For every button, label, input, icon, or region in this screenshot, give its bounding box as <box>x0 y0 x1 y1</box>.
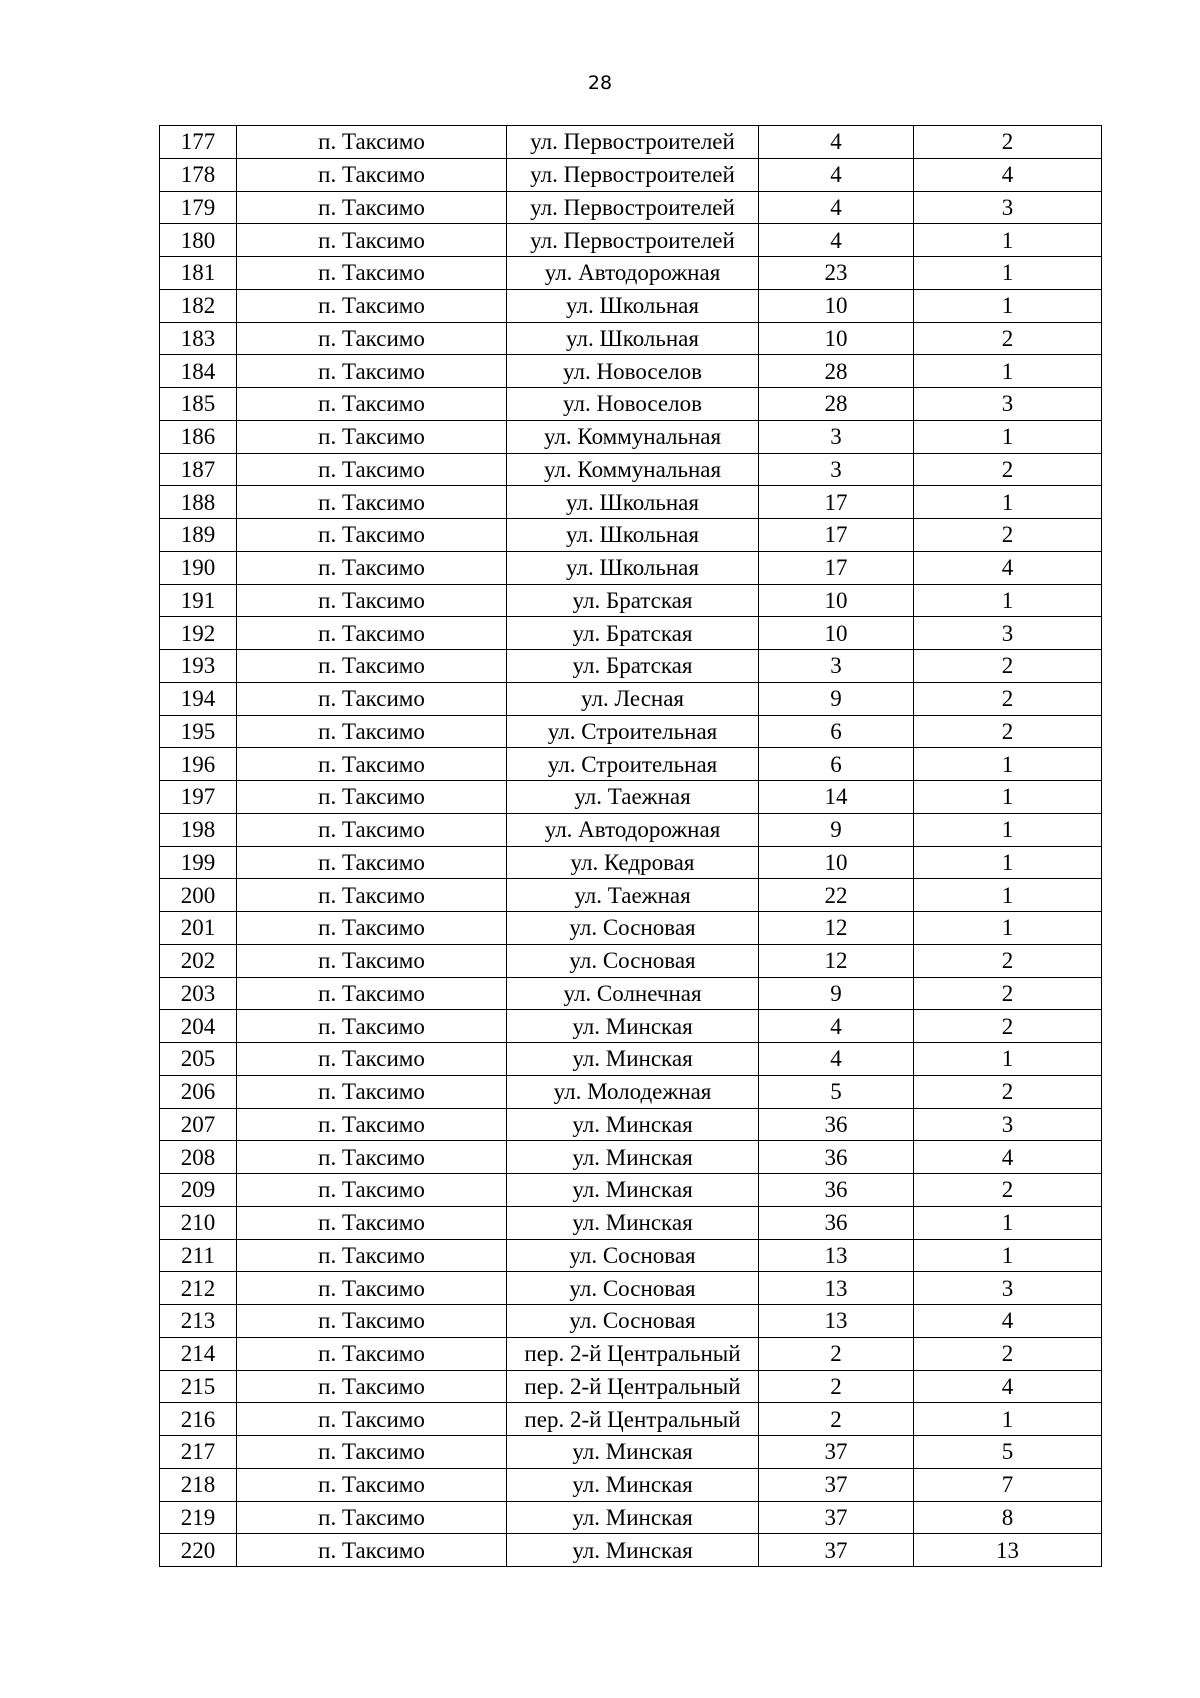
street-cell: ул. Сосновая <box>507 1305 759 1338</box>
house-number-cell: 10 <box>759 289 914 322</box>
settlement-cell: п. Таксимо <box>237 1075 507 1108</box>
street-cell: ул. Минская <box>507 1501 759 1534</box>
table-row <box>160 1174 1102 1207</box>
address-table-body <box>160 126 1102 1567</box>
apartment-number-cell: 1 <box>914 879 1102 912</box>
table-row <box>160 191 1102 224</box>
house-number-cell: 37 <box>759 1501 914 1534</box>
table-row <box>160 1239 1102 1272</box>
street-cell: пер. 2-й Центральный <box>507 1337 759 1370</box>
row-number-cell: 192 <box>160 617 237 650</box>
street-cell: ул. Автодорожная <box>507 257 759 290</box>
house-number-cell: 13 <box>759 1272 914 1305</box>
apartment-number-cell: 4 <box>914 551 1102 584</box>
row-number-cell: 179 <box>160 191 237 224</box>
apartment-number-cell: 2 <box>914 1337 1102 1370</box>
street-cell: ул. Минская <box>507 1468 759 1501</box>
street-cell: ул. Сосновая <box>507 912 759 945</box>
settlement-cell: п. Таксимо <box>237 1305 507 1338</box>
apartment-number-cell: 2 <box>914 650 1102 683</box>
street-cell: ул. Строительная <box>507 748 759 781</box>
address-table <box>159 125 1102 1567</box>
street-cell: ул. Первостроителей <box>507 158 759 191</box>
street-cell: ул. Таежная <box>507 879 759 912</box>
row-number-cell: 212 <box>160 1272 237 1305</box>
settlement-cell: п. Таксимо <box>237 846 507 879</box>
house-number-cell: 4 <box>759 191 914 224</box>
street-cell: ул. Лесная <box>507 682 759 715</box>
row-number-cell: 194 <box>160 682 237 715</box>
table-row <box>160 650 1102 683</box>
street-cell: ул. Молодежная <box>507 1075 759 1108</box>
settlement-cell: п. Таксимо <box>237 1239 507 1272</box>
row-number-cell: 217 <box>160 1436 237 1469</box>
table-row <box>160 977 1102 1010</box>
apartment-number-cell: 1 <box>914 289 1102 322</box>
street-cell: ул. Минская <box>507 1174 759 1207</box>
row-number-cell: 211 <box>160 1239 237 1272</box>
settlement-cell: п. Таксимо <box>237 1468 507 1501</box>
table-row <box>160 1534 1102 1567</box>
apartment-number-cell: 2 <box>914 126 1102 159</box>
apartment-number-cell: 1 <box>914 748 1102 781</box>
settlement-cell: п. Таксимо <box>237 551 507 584</box>
street-cell: пер. 2-й Центральный <box>507 1403 759 1436</box>
apartment-number-cell: 4 <box>914 1141 1102 1174</box>
row-number-cell: 220 <box>160 1534 237 1567</box>
street-cell: ул. Школьная <box>507 551 759 584</box>
apartment-number-cell: 4 <box>914 158 1102 191</box>
row-number-cell: 178 <box>160 158 237 191</box>
apartment-number-cell: 4 <box>914 1305 1102 1338</box>
house-number-cell: 14 <box>759 781 914 814</box>
row-number-cell: 186 <box>160 420 237 453</box>
row-number-cell: 188 <box>160 486 237 519</box>
table-row <box>160 1370 1102 1403</box>
settlement-cell: п. Таксимо <box>237 519 507 552</box>
street-cell: ул. Минская <box>507 1108 759 1141</box>
street-cell: ул. Братская <box>507 584 759 617</box>
table-row <box>160 388 1102 421</box>
table-row <box>160 584 1102 617</box>
settlement-cell: п. Таксимо <box>237 126 507 159</box>
table-row <box>160 1075 1102 1108</box>
settlement-cell: п. Таксимо <box>237 584 507 617</box>
table-row <box>160 322 1102 355</box>
street-cell: ул. Новоселов <box>507 388 759 421</box>
apartment-number-cell: 1 <box>914 584 1102 617</box>
house-number-cell: 10 <box>759 584 914 617</box>
apartment-number-cell: 2 <box>914 944 1102 977</box>
page-number: 28 <box>587 72 613 94</box>
apartment-number-cell: 1 <box>914 224 1102 257</box>
table-row <box>160 1436 1102 1469</box>
row-number-cell: 214 <box>160 1337 237 1370</box>
house-number-cell: 4 <box>759 224 914 257</box>
row-number-cell: 201 <box>160 912 237 945</box>
table-row <box>160 355 1102 388</box>
row-number-cell: 210 <box>160 1206 237 1239</box>
table-row <box>160 289 1102 322</box>
apartment-number-cell: 4 <box>914 1370 1102 1403</box>
settlement-cell: п. Таксимо <box>237 682 507 715</box>
apartment-number-cell: 1 <box>914 1206 1102 1239</box>
row-number-cell: 198 <box>160 813 237 846</box>
house-number-cell: 4 <box>759 158 914 191</box>
house-number-cell: 9 <box>759 977 914 1010</box>
settlement-cell: п. Таксимо <box>237 322 507 355</box>
apartment-number-cell: 1 <box>914 355 1102 388</box>
row-number-cell: 184 <box>160 355 237 388</box>
street-cell: ул. Минская <box>507 1141 759 1174</box>
settlement-cell: п. Таксимо <box>237 1272 507 1305</box>
row-number-cell: 213 <box>160 1305 237 1338</box>
settlement-cell: п. Таксимо <box>237 781 507 814</box>
house-number-cell: 4 <box>759 1010 914 1043</box>
street-cell: ул. Минская <box>507 1436 759 1469</box>
street-cell: ул. Таежная <box>507 781 759 814</box>
street-cell: ул. Минская <box>507 1534 759 1567</box>
row-number-cell: 181 <box>160 257 237 290</box>
house-number-cell: 3 <box>759 420 914 453</box>
table-row <box>160 453 1102 486</box>
house-number-cell: 2 <box>759 1337 914 1370</box>
street-cell: ул. Первостроителей <box>507 191 759 224</box>
house-number-cell: 3 <box>759 650 914 683</box>
house-number-cell: 2 <box>759 1403 914 1436</box>
street-cell: ул. Школьная <box>507 322 759 355</box>
apartment-number-cell: 1 <box>914 1043 1102 1076</box>
apartment-number-cell: 1 <box>914 781 1102 814</box>
row-number-cell: 187 <box>160 453 237 486</box>
table-row <box>160 224 1102 257</box>
row-number-cell: 183 <box>160 322 237 355</box>
settlement-cell: п. Таксимо <box>237 289 507 322</box>
row-number-cell: 177 <box>160 126 237 159</box>
settlement-cell: п. Таксимо <box>237 453 507 486</box>
house-number-cell: 5 <box>759 1075 914 1108</box>
settlement-cell: п. Таксимо <box>237 977 507 1010</box>
settlement-cell: п. Таксимо <box>237 158 507 191</box>
house-number-cell: 12 <box>759 912 914 945</box>
row-number-cell: 200 <box>160 879 237 912</box>
table-row <box>160 912 1102 945</box>
settlement-cell: п. Таксимо <box>237 355 507 388</box>
table-row <box>160 1272 1102 1305</box>
table-row <box>160 617 1102 650</box>
house-number-cell: 37 <box>759 1436 914 1469</box>
settlement-cell: п. Таксимо <box>237 420 507 453</box>
street-cell: ул. Сосновая <box>507 1272 759 1305</box>
settlement-cell: п. Таксимо <box>237 191 507 224</box>
apartment-number-cell: 2 <box>914 519 1102 552</box>
row-number-cell: 208 <box>160 1141 237 1174</box>
apartment-number-cell: 13 <box>914 1534 1102 1567</box>
street-cell: ул. Школьная <box>507 519 759 552</box>
table-row <box>160 486 1102 519</box>
row-number-cell: 216 <box>160 1403 237 1436</box>
table-row <box>160 846 1102 879</box>
row-number-cell: 195 <box>160 715 237 748</box>
table-row <box>160 748 1102 781</box>
settlement-cell: п. Таксимо <box>237 650 507 683</box>
row-number-cell: 209 <box>160 1174 237 1207</box>
house-number-cell: 2 <box>759 1370 914 1403</box>
row-number-cell: 219 <box>160 1501 237 1534</box>
row-number-cell: 199 <box>160 846 237 879</box>
settlement-cell: п. Таксимо <box>237 1141 507 1174</box>
settlement-cell: п. Таксимо <box>237 912 507 945</box>
house-number-cell: 36 <box>759 1141 914 1174</box>
table-row <box>160 519 1102 552</box>
apartment-number-cell: 1 <box>914 912 1102 945</box>
house-number-cell: 13 <box>759 1305 914 1338</box>
apartment-number-cell: 2 <box>914 453 1102 486</box>
settlement-cell: п. Таксимо <box>237 1501 507 1534</box>
settlement-cell: п. Таксимо <box>237 1174 507 1207</box>
street-cell: ул. Сосновая <box>507 944 759 977</box>
table-row <box>160 1468 1102 1501</box>
row-number-cell: 190 <box>160 551 237 584</box>
house-number-cell: 17 <box>759 551 914 584</box>
settlement-cell: п. Таксимо <box>237 1108 507 1141</box>
apartment-number-cell: 1 <box>914 486 1102 519</box>
apartment-number-cell: 1 <box>914 846 1102 879</box>
house-number-cell: 6 <box>759 715 914 748</box>
house-number-cell: 10 <box>759 322 914 355</box>
row-number-cell: 203 <box>160 977 237 1010</box>
table-row <box>160 1403 1102 1436</box>
house-number-cell: 3 <box>759 453 914 486</box>
street-cell: ул. Школьная <box>507 289 759 322</box>
apartment-number-cell: 1 <box>914 813 1102 846</box>
street-cell: ул. Сосновая <box>507 1239 759 1272</box>
house-number-cell: 36 <box>759 1206 914 1239</box>
apartment-number-cell: 2 <box>914 1174 1102 1207</box>
apartment-number-cell: 2 <box>914 1075 1102 1108</box>
street-cell: ул. Строительная <box>507 715 759 748</box>
table-row <box>160 1108 1102 1141</box>
table-row <box>160 682 1102 715</box>
house-number-cell: 17 <box>759 486 914 519</box>
row-number-cell: 180 <box>160 224 237 257</box>
settlement-cell: п. Таксимо <box>237 813 507 846</box>
house-number-cell: 36 <box>759 1174 914 1207</box>
house-number-cell: 36 <box>759 1108 914 1141</box>
settlement-cell: п. Таксимо <box>237 224 507 257</box>
house-number-cell: 4 <box>759 126 914 159</box>
table-row <box>160 420 1102 453</box>
house-number-cell: 37 <box>759 1534 914 1567</box>
house-number-cell: 12 <box>759 944 914 977</box>
settlement-cell: п. Таксимо <box>237 1534 507 1567</box>
table-row <box>160 1141 1102 1174</box>
row-number-cell: 207 <box>160 1108 237 1141</box>
row-number-cell: 182 <box>160 289 237 322</box>
settlement-cell: п. Таксимо <box>237 388 507 421</box>
row-number-cell: 196 <box>160 748 237 781</box>
house-number-cell: 37 <box>759 1468 914 1501</box>
row-number-cell: 204 <box>160 1010 237 1043</box>
table-row <box>160 1043 1102 1076</box>
house-number-cell: 28 <box>759 355 914 388</box>
apartment-number-cell: 1 <box>914 420 1102 453</box>
house-number-cell: 28 <box>759 388 914 421</box>
apartment-number-cell: 3 <box>914 617 1102 650</box>
street-cell: ул. Минская <box>507 1206 759 1239</box>
table-row <box>160 1501 1102 1534</box>
table-row <box>160 1010 1102 1043</box>
apartment-number-cell: 3 <box>914 191 1102 224</box>
table-row <box>160 126 1102 159</box>
settlement-cell: п. Таксимо <box>237 879 507 912</box>
settlement-cell: п. Таксимо <box>237 486 507 519</box>
apartment-number-cell: 2 <box>914 682 1102 715</box>
table-row <box>160 551 1102 584</box>
settlement-cell: п. Таксимо <box>237 1370 507 1403</box>
house-number-cell: 10 <box>759 617 914 650</box>
table-row <box>160 715 1102 748</box>
table-row <box>160 1337 1102 1370</box>
apartment-number-cell: 8 <box>914 1501 1102 1534</box>
house-number-cell: 13 <box>759 1239 914 1272</box>
street-cell: ул. Братская <box>507 617 759 650</box>
row-number-cell: 205 <box>160 1043 237 1076</box>
street-cell: ул. Школьная <box>507 486 759 519</box>
settlement-cell: п. Таксимо <box>237 257 507 290</box>
table-row <box>160 1305 1102 1338</box>
street-cell: ул. Коммунальная <box>507 453 759 486</box>
apartment-number-cell: 2 <box>914 1010 1102 1043</box>
settlement-cell: п. Таксимо <box>237 1010 507 1043</box>
row-number-cell: 206 <box>160 1075 237 1108</box>
apartment-number-cell: 2 <box>914 322 1102 355</box>
settlement-cell: п. Таксимо <box>237 1436 507 1469</box>
settlement-cell: п. Таксимо <box>237 1043 507 1076</box>
settlement-cell: п. Таксимо <box>237 748 507 781</box>
street-cell: ул. Минская <box>507 1043 759 1076</box>
row-number-cell: 189 <box>160 519 237 552</box>
apartment-number-cell: 1 <box>914 1239 1102 1272</box>
settlement-cell: п. Таксимо <box>237 944 507 977</box>
street-cell: ул. Первостроителей <box>507 224 759 257</box>
apartment-number-cell: 5 <box>914 1436 1102 1469</box>
apartment-number-cell: 3 <box>914 388 1102 421</box>
street-cell: ул. Автодорожная <box>507 813 759 846</box>
apartment-number-cell: 7 <box>914 1468 1102 1501</box>
apartment-number-cell: 1 <box>914 257 1102 290</box>
table-row <box>160 879 1102 912</box>
house-number-cell: 9 <box>759 813 914 846</box>
settlement-cell: п. Таксимо <box>237 1206 507 1239</box>
street-cell: пер. 2-й Центральный <box>507 1370 759 1403</box>
settlement-cell: п. Таксимо <box>237 1337 507 1370</box>
street-cell: ул. Солнечная <box>507 977 759 1010</box>
house-number-cell: 4 <box>759 1043 914 1076</box>
settlement-cell: п. Таксимо <box>237 715 507 748</box>
street-cell: ул. Братская <box>507 650 759 683</box>
table-row <box>160 1206 1102 1239</box>
house-number-cell: 17 <box>759 519 914 552</box>
house-number-cell: 10 <box>759 846 914 879</box>
table-row <box>160 944 1102 977</box>
street-cell: ул. Коммунальная <box>507 420 759 453</box>
house-number-cell: 23 <box>759 257 914 290</box>
house-number-cell: 6 <box>759 748 914 781</box>
row-number-cell: 218 <box>160 1468 237 1501</box>
house-number-cell: 22 <box>759 879 914 912</box>
house-number-cell: 9 <box>759 682 914 715</box>
row-number-cell: 215 <box>160 1370 237 1403</box>
street-cell: ул. Новоселов <box>507 355 759 388</box>
settlement-cell: п. Таксимо <box>237 617 507 650</box>
table-row <box>160 781 1102 814</box>
row-number-cell: 193 <box>160 650 237 683</box>
apartment-number-cell: 3 <box>914 1272 1102 1305</box>
apartment-number-cell: 1 <box>914 1403 1102 1436</box>
street-cell: ул. Минская <box>507 1010 759 1043</box>
settlement-cell: п. Таксимо <box>237 1403 507 1436</box>
row-number-cell: 202 <box>160 944 237 977</box>
table-row <box>160 257 1102 290</box>
apartment-number-cell: 2 <box>914 977 1102 1010</box>
street-cell: ул. Первостроителей <box>507 126 759 159</box>
row-number-cell: 191 <box>160 584 237 617</box>
table-row <box>160 158 1102 191</box>
street-cell: ул. Кедровая <box>507 846 759 879</box>
row-number-cell: 185 <box>160 388 237 421</box>
apartment-number-cell: 2 <box>914 715 1102 748</box>
table-row <box>160 813 1102 846</box>
apartment-number-cell: 3 <box>914 1108 1102 1141</box>
row-number-cell: 197 <box>160 781 237 814</box>
